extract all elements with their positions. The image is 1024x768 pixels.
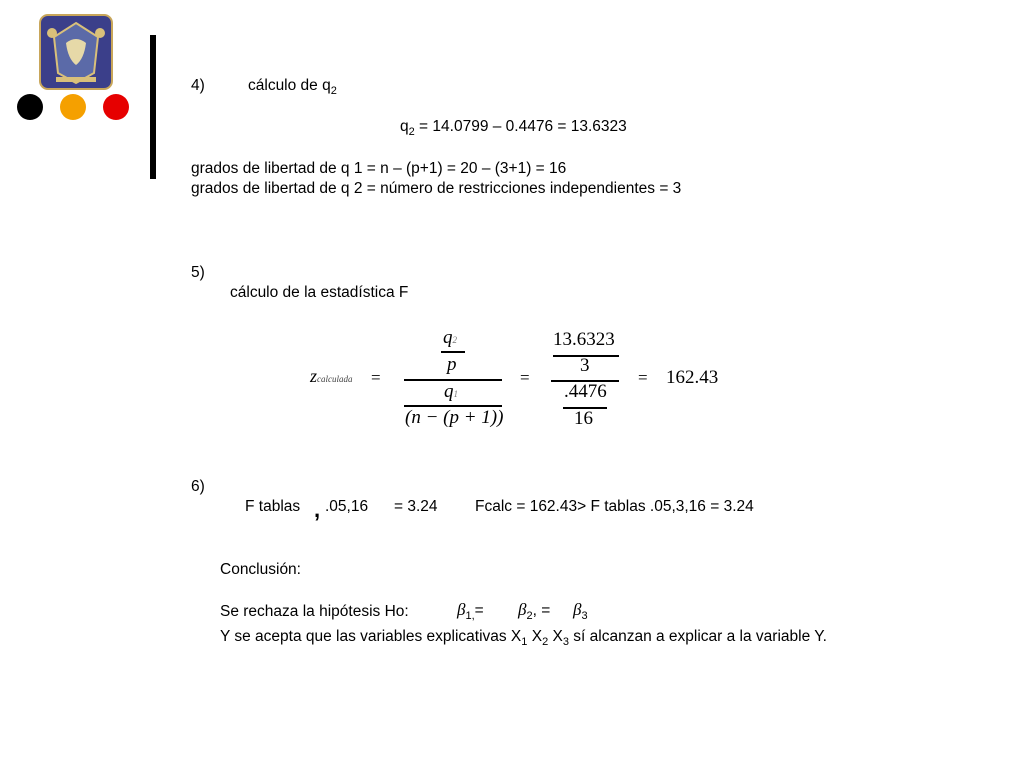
fcalc-line: Fcalc = 162.43> F tablas .05,3,16 = 3.24 (475, 498, 754, 515)
x1-sub: 1 (521, 636, 528, 648)
beta3-sub: 3 (581, 610, 588, 622)
num-top-var: q (443, 327, 453, 348)
den-top-var: q (444, 381, 454, 402)
val-num-bottom: 3 (580, 355, 590, 376)
step4-title-text: cálculo de q (248, 77, 331, 94)
beta2-eq: , = (532, 602, 551, 619)
equals-3: = (638, 368, 648, 387)
den-top-sub: 1 (453, 389, 458, 399)
f-lhs-sub: calculada (317, 374, 353, 384)
df2-line: grados de libertad de q 2 = número de restricciones independientes = 3 (191, 180, 682, 197)
university-logo (38, 13, 114, 91)
step4-title (248, 77, 337, 95)
conclusion-title: Conclusión: (220, 561, 301, 578)
q2-rest: = 14.0799 – 0.4476 = 13.6323 (414, 118, 627, 135)
num-line (441, 351, 465, 353)
beta2-sub: 2 (526, 610, 533, 622)
beta2: β (518, 600, 527, 619)
x2-sub: 2 (542, 636, 549, 648)
step4-number: 4) (191, 77, 205, 94)
x2-label: X (527, 628, 543, 645)
num-top-sub: 2 (452, 335, 457, 345)
step6-number: 6) (191, 478, 205, 495)
val-den-top: .4476 (564, 381, 607, 402)
x3-label: X (548, 628, 563, 645)
f-lhs-var: z (310, 366, 318, 386)
q2-var: q (400, 118, 409, 135)
black-dot (17, 94, 43, 120)
ftab-value: = 3.24 (394, 498, 438, 515)
beta2-term (518, 600, 550, 620)
den-bottom: (n − (p + 1)) (405, 407, 504, 428)
num-top (443, 327, 457, 349)
df1-line: grados de libertad de q 1 = n – (p+1) = 20 – (3+1) = 16 (191, 160, 567, 177)
den-top (444, 381, 458, 403)
red-dot (103, 94, 129, 120)
conclusion-line1 (220, 603, 409, 621)
num-bottom: p (447, 354, 457, 375)
beta1-term (457, 600, 484, 620)
ftab-mark: , (314, 497, 321, 522)
beta1-sub: 1, (465, 610, 475, 622)
beta3: β (573, 600, 582, 619)
step5-title: cálculo de la estadística F (230, 284, 409, 301)
vertical-divider (150, 35, 156, 179)
orange-dot (60, 94, 86, 120)
f-result: 162.43 (666, 367, 719, 388)
beta3-term (573, 600, 588, 620)
q2-equation (400, 118, 627, 136)
f-lhs (310, 366, 353, 387)
beta1-eq: = (474, 602, 484, 619)
val-den-bottom: 16 (574, 408, 593, 429)
equals-1: = (371, 368, 381, 387)
ftab-params: .05,16 (325, 498, 369, 515)
conclusion-line2 (220, 628, 827, 646)
step4-title-sub: 2 (330, 85, 337, 97)
reject-text: Se rechaza la hipótesis Ho: (220, 603, 409, 620)
val-num-top: 13.6323 (553, 329, 615, 350)
equals-2: = (520, 368, 530, 387)
accept-text: Y se acepta que las variables explicativas X (220, 628, 522, 645)
q2-sub: 2 (408, 126, 415, 138)
explain-text: sí alcanzan a explicar a la variable Y. (568, 628, 827, 645)
x3-sub: 3 (562, 636, 569, 648)
step5-number: 5) (191, 264, 205, 281)
beta1: β (457, 600, 466, 619)
ftab-label: F tablas (245, 498, 301, 515)
